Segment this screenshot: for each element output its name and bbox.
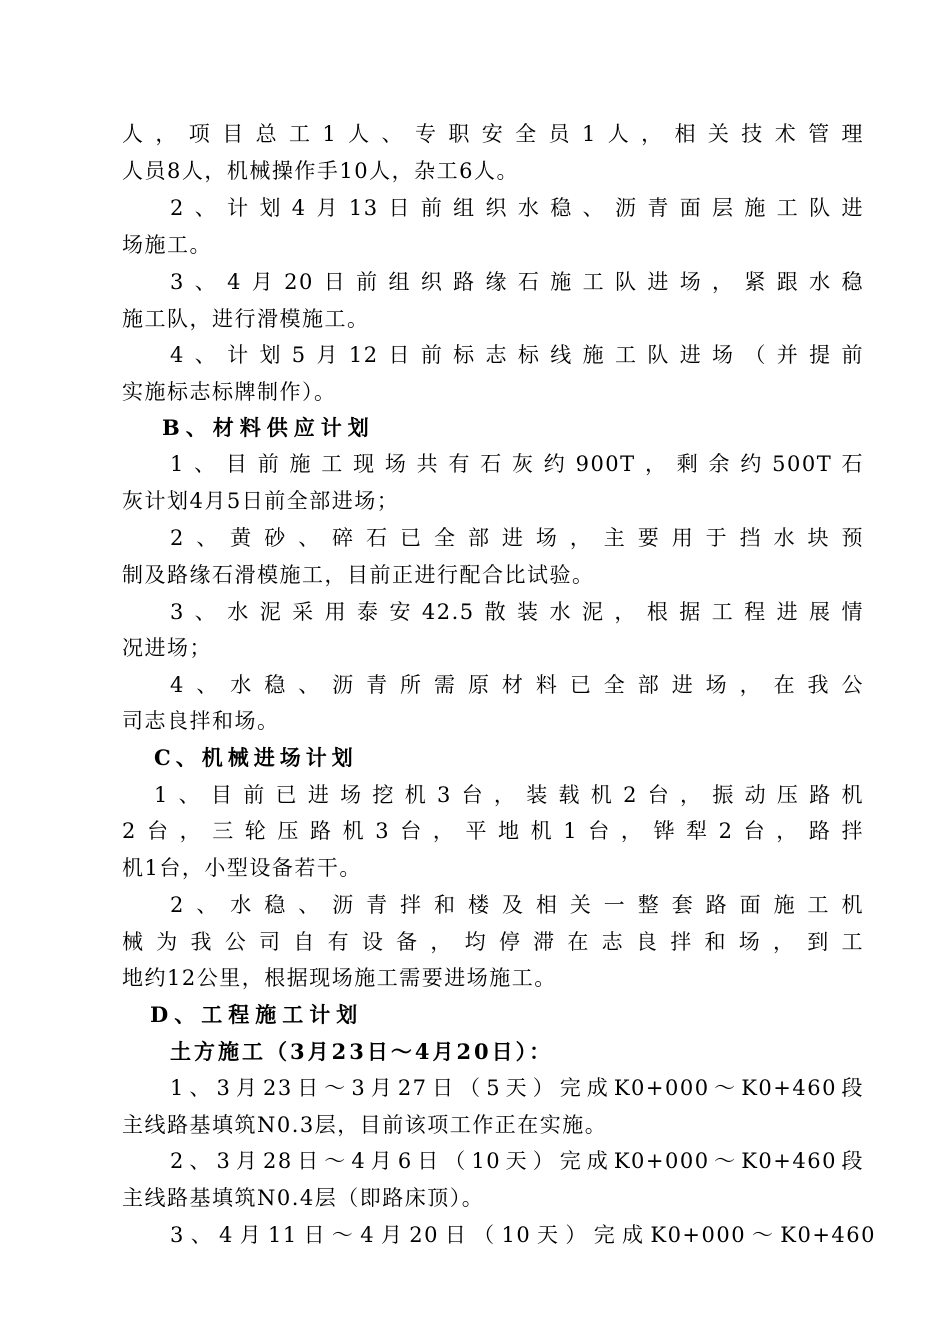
text-line: 地约12公里，根据现场施工需要进场施工。 <box>122 966 557 990</box>
text-line: 3、4月20日前组织路缘石施工队进场，紧跟水稳 <box>170 270 864 294</box>
text-line: 灰计划4月5日前全部进场； <box>122 489 400 513</box>
text-line: 主线路基填筑N0.3层，目前该项工作正在实施。 <box>122 1113 608 1137</box>
text-line: 2、黄砂、碎石已全部进场，主要用于挡水块预 <box>170 526 864 550</box>
text-line: 人员8人，机械操作手10人，杂工6人。 <box>122 159 519 183</box>
subsection-heading: 土方施工（3月23日～4月20日）： <box>170 1039 554 1064</box>
text-line: 2台，三轮压路机3台，平地机1台，铧犁2台，路拌 <box>122 819 864 843</box>
text-line: 3、水泥采用泰安42.5散装水泥，根据工程进展情 <box>170 600 864 624</box>
text-line: 2、水稳、沥青拌和楼及相关一整套路面施工机 <box>170 893 864 917</box>
text-line: 人，项目总工1人、专职安全员1人，相关技术管理 <box>122 122 864 146</box>
text-line: 施工队，进行滑模施工。 <box>122 307 370 331</box>
text-line: 1、目前已进场挖机3台，装载机2台，振动压路机 <box>154 783 864 807</box>
section-heading-c: C、机械进场计划 <box>154 745 358 770</box>
section-heading-d: D、工程施工计划 <box>150 1002 364 1027</box>
text-line: 3、4月11日～4月20日（10天）完成K0+000～K0+460 <box>170 1223 876 1247</box>
text-line: 实施标志标牌制作）。 <box>122 380 337 404</box>
text-line: 2、计划4月13日前组织水稳、沥青面层施工队进 <box>170 196 864 220</box>
text-line: 1、目前施工现场共有石灰约900T，剩余约500T石 <box>170 452 864 476</box>
text-line: 械为我公司自有设备，均停滞在志良拌和场，到工 <box>122 930 864 954</box>
text-line: 机1台，小型设备若干。 <box>122 856 362 880</box>
text-line: 场施工。 <box>122 233 212 257</box>
section-heading-b: B、材料供应计划 <box>162 415 375 440</box>
text-line: 4、水稳、沥青所需原材料已全部进场，在我公 <box>170 673 864 697</box>
text-line: 主线路基填筑N0.4层（即路床顶）。 <box>122 1186 485 1210</box>
text-line: 况进场； <box>122 636 212 660</box>
text-line: 4、计划5月12日前标志标线施工队进场（并提前 <box>170 343 864 367</box>
text-line: 2、3月28日～4月6日（10天）完成K0+000～K0+460段 <box>170 1149 864 1173</box>
text-line: 司志良拌和场。 <box>122 709 280 733</box>
text-line: 制及路缘石滑模施工，目前正进行配合比试验。 <box>122 563 595 587</box>
text-line: 1、3月23日～3月27日（5天）完成K0+000～K0+460段 <box>170 1076 864 1100</box>
